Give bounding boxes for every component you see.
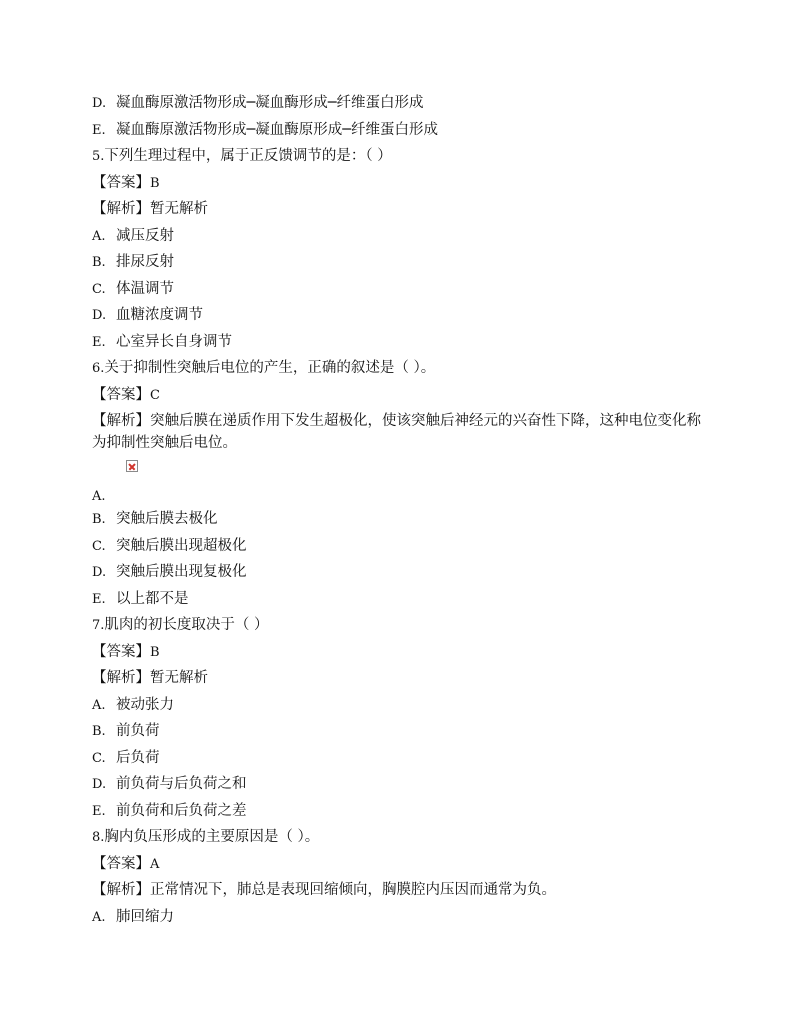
analysis-line	[92, 877, 712, 904]
answer-tag: 【答案】	[92, 386, 150, 403]
option-letter: E.	[92, 122, 106, 138]
option-letter: C.	[92, 281, 106, 297]
option-letter: A.	[92, 909, 106, 925]
option-row	[92, 276, 712, 303]
option-letter: B.	[92, 724, 106, 739]
question-stem	[92, 143, 712, 170]
option-letter: D.	[92, 96, 107, 111]
question-number: 5.	[92, 149, 105, 164]
option-row	[92, 90, 712, 117]
option-row	[92, 771, 712, 798]
option-text: 凝血酶原激活物形成─凝血酶形成─纤维蛋白形成	[116, 95, 424, 111]
question-stem	[92, 355, 712, 382]
option-row	[92, 692, 712, 719]
option-text: 突触后膜出现超极化	[116, 537, 247, 554]
answer-line	[92, 639, 712, 666]
option-text: 突触后膜出现复极化	[116, 564, 247, 580]
answer-value: B	[150, 644, 160, 660]
answer-value: A	[150, 856, 160, 872]
analysis-tag: 【解析】	[92, 201, 150, 217]
option-text: 血糖浓度调节	[116, 307, 203, 323]
option-row	[92, 586, 712, 613]
option-text: 排尿反射	[116, 254, 174, 270]
answer-value: B	[150, 175, 160, 191]
answer-tag: 【答案】	[92, 174, 150, 191]
analysis-line	[92, 408, 712, 458]
analysis-tag: 【解析】	[92, 413, 150, 429]
answer-line	[92, 170, 712, 197]
answer-tag: 【答案】	[92, 855, 150, 872]
option-text: 凝血酶原激活物形成─凝血酶原形成─纤维蛋白形成	[116, 121, 438, 138]
answer-value: C	[150, 387, 160, 403]
option-row	[92, 329, 712, 356]
answer-line	[92, 851, 712, 878]
option-text: 前负荷与后负荷之和	[116, 776, 247, 792]
option-letter: D.	[92, 777, 107, 792]
analysis-text: 突触后膜在递质作用下发生超极化，使该突触后神经元的兴奋性下降，这种电位变化称为抑制性突触后电位。	[92, 413, 701, 451]
question-text: 下列生理过程中，属于正反馈调节的是：（ ）	[104, 148, 392, 164]
option-row	[92, 559, 712, 586]
option-text: 体温调节	[116, 280, 174, 297]
option-row	[92, 506, 712, 533]
question-number: 7.	[92, 618, 105, 633]
question-number: 8.	[92, 830, 105, 845]
option-letter: D.	[92, 565, 107, 580]
question-stem	[92, 824, 712, 851]
option-letter: D.	[92, 308, 107, 323]
option-text: 被动张力	[116, 696, 174, 713]
analysis-line	[92, 196, 712, 223]
answer-line	[92, 382, 712, 409]
option-row	[92, 745, 712, 772]
option-text: 后负荷	[116, 749, 160, 766]
option-row-image	[92, 458, 712, 506]
option-text: 心室异长自身调节	[116, 333, 232, 350]
option-text: 突触后膜去极化	[116, 511, 218, 527]
option-row	[92, 904, 712, 931]
option-text: 减压反射	[116, 227, 174, 244]
option-letter: C.	[92, 750, 106, 766]
option-letter: A.	[92, 489, 106, 504]
option-row	[92, 223, 712, 250]
option-letter: B.	[92, 255, 106, 270]
question-number: 6.	[92, 361, 105, 376]
option-text: 前负荷	[116, 723, 160, 739]
option-row	[92, 718, 712, 745]
analysis-tag: 【解析】	[92, 882, 150, 898]
option-text: 肺回缩力	[116, 908, 174, 925]
option-text: 以上都不是	[116, 590, 189, 607]
question-stem	[92, 612, 712, 639]
option-row	[92, 533, 712, 560]
option-row	[92, 798, 712, 825]
option-letter: B.	[92, 512, 106, 527]
option-text: 前负荷和后负荷之差	[116, 802, 247, 819]
option-row	[92, 249, 712, 276]
analysis-text: 暂无解析	[150, 670, 208, 686]
option-letter: C.	[92, 538, 106, 554]
option-letter: E.	[92, 803, 106, 819]
analysis-tag: 【解析】	[92, 670, 150, 686]
option-letter: E.	[92, 591, 106, 607]
option-row	[92, 117, 712, 144]
analysis-line	[92, 665, 712, 692]
answer-tag: 【答案】	[92, 643, 150, 660]
analysis-text: 暂无解析	[150, 201, 208, 217]
question-text: 肌肉的初长度取决于（ ）	[104, 617, 269, 633]
option-letter: E.	[92, 334, 106, 350]
analysis-text: 正常情况下，肺总是表现回缩倾向，胸膜腔内压因而通常为负。	[150, 882, 556, 898]
option-row	[92, 302, 712, 329]
question-text: 关于抑制性突触后电位的产生，正确的叙述是（ ）。	[104, 360, 436, 376]
option-letter: A.	[92, 697, 106, 713]
broken-image-icon	[126, 460, 138, 472]
question-text: 胸内负压形成的主要原因是（ ）。	[104, 829, 320, 845]
option-letter: A.	[92, 228, 106, 244]
document-page	[92, 90, 712, 930]
